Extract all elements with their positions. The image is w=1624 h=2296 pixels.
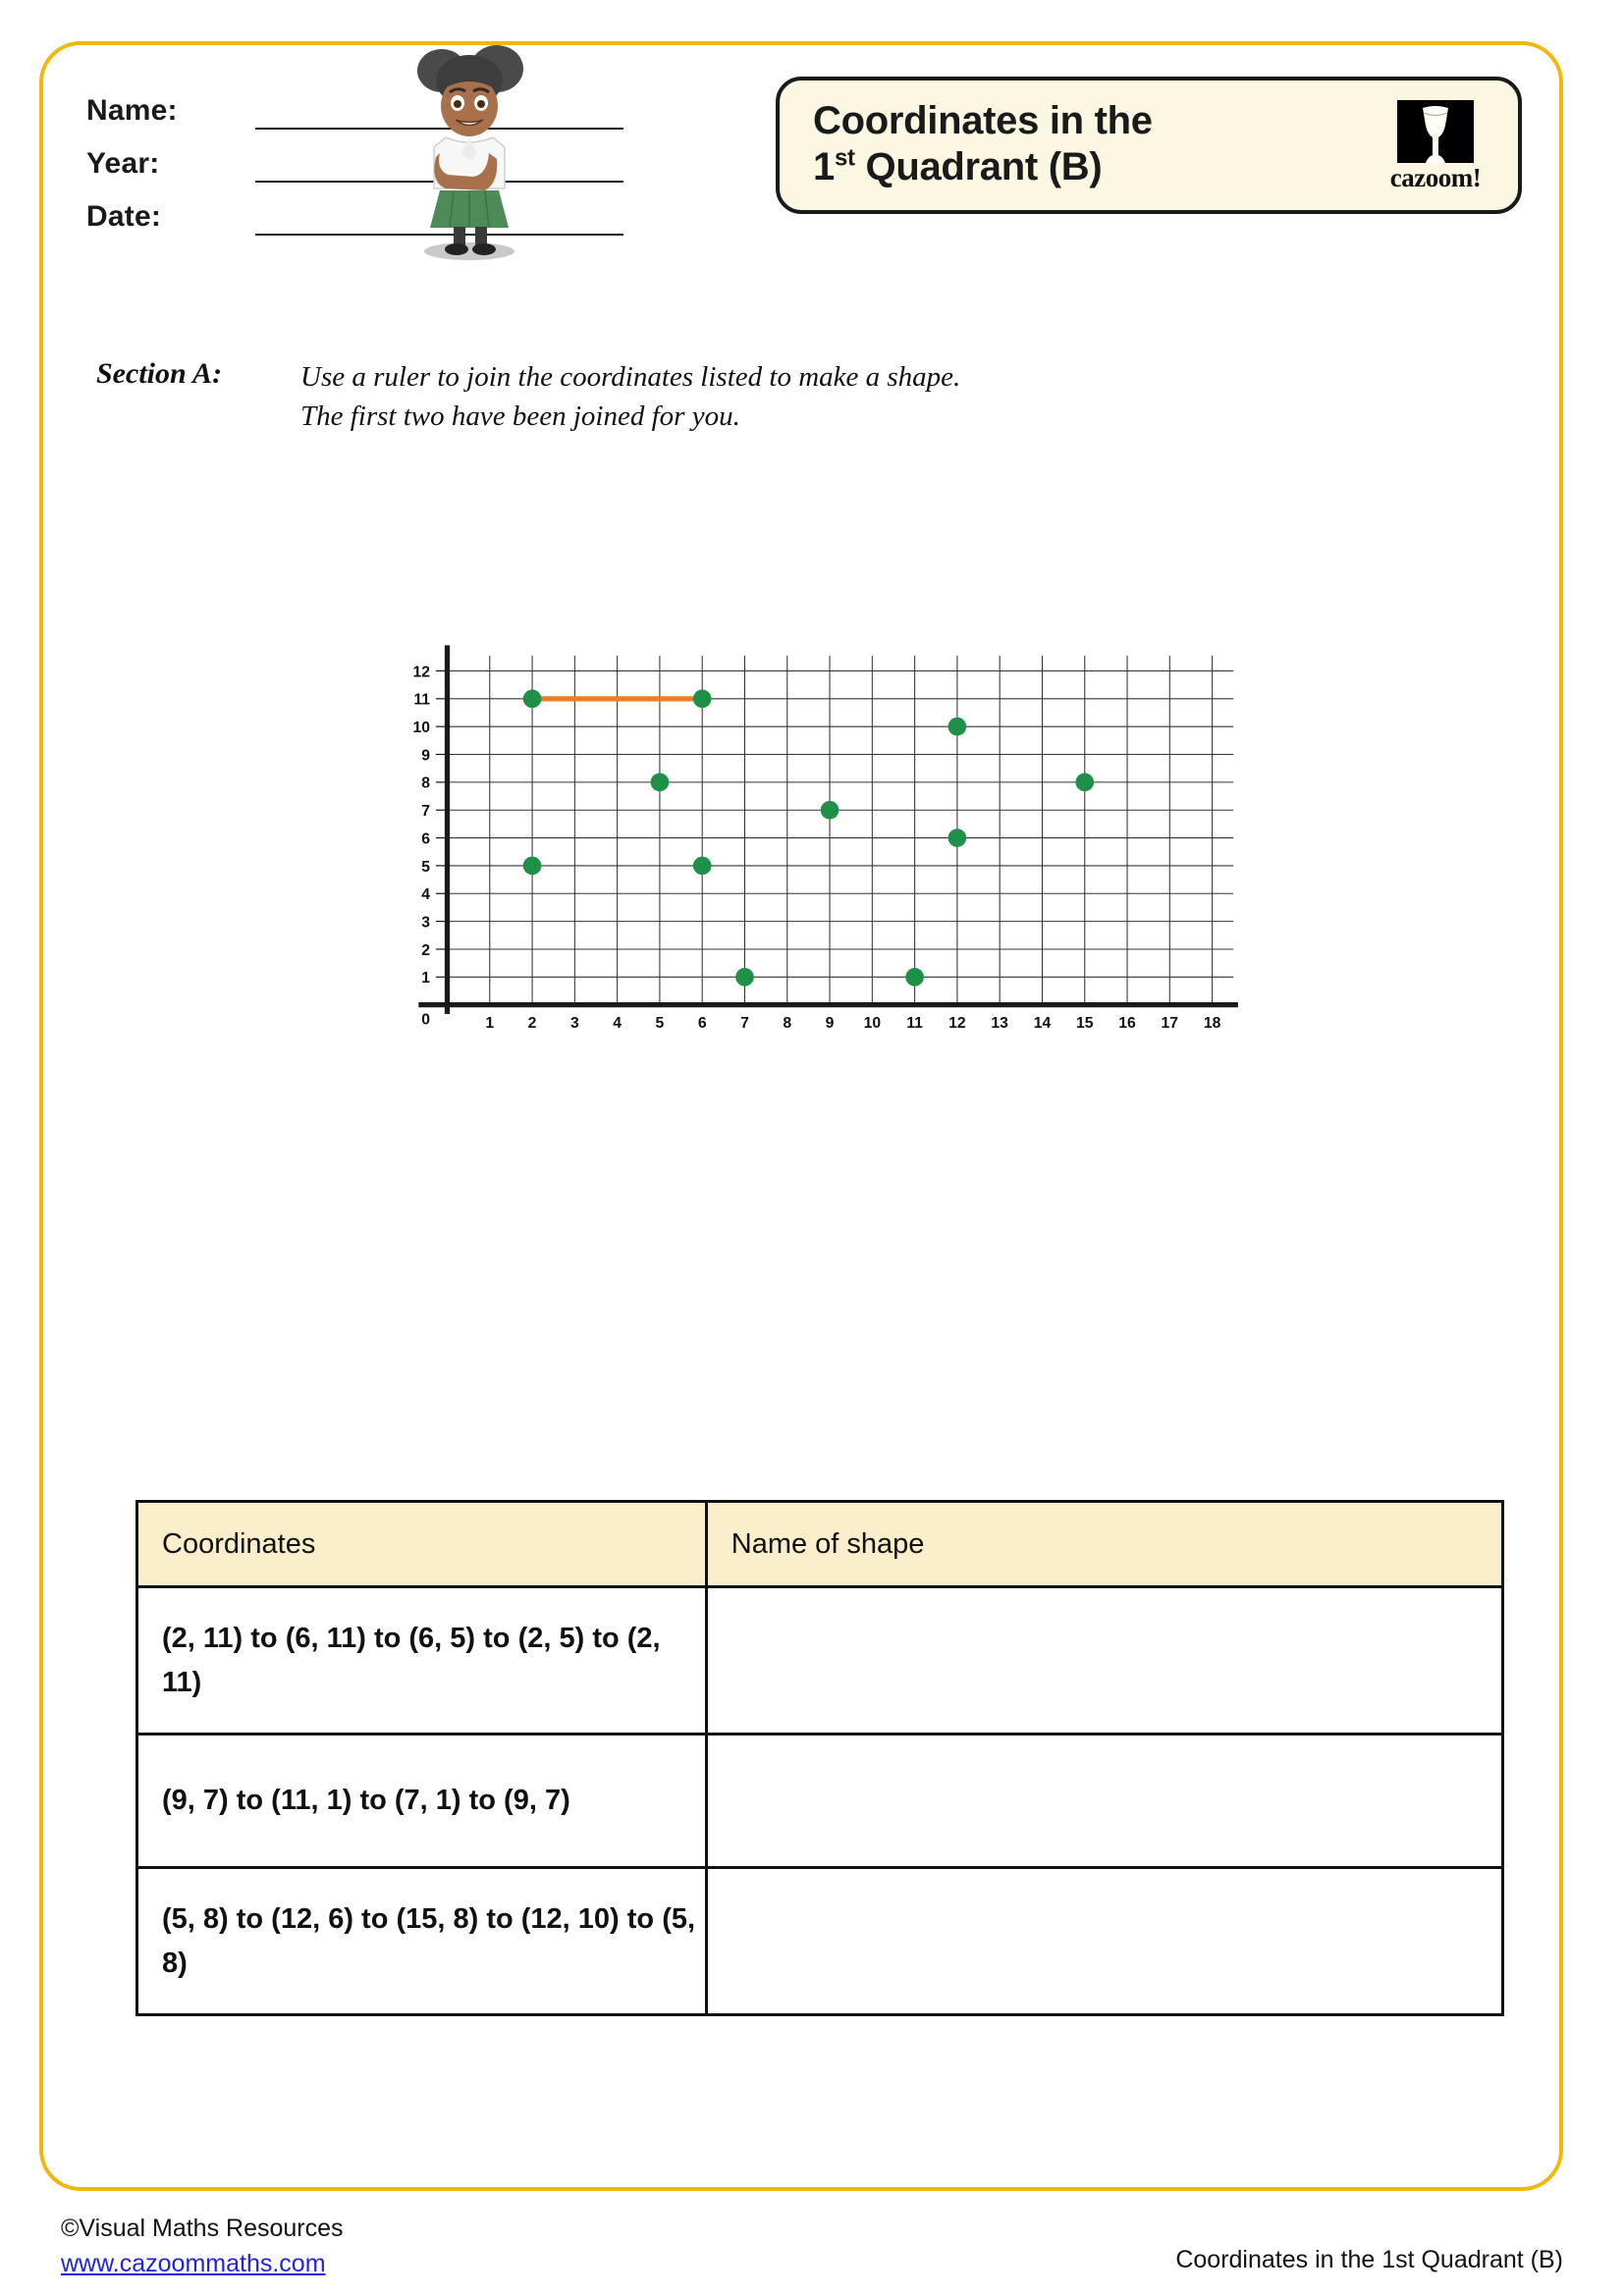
x-axis-tick-label: 3: [569, 1015, 579, 1032]
coordinates-cell-1: [137, 1587, 707, 1735]
x-axis-tick-label: 17: [1161, 1015, 1179, 1032]
plot-point: [693, 689, 712, 708]
table-header-name-of-shape-label: Name of shape: [731, 1527, 925, 1560]
coordinates-text-1: (2, 11) to (6, 11) to (6, 5) to (2, 5) to (2, 11): [162, 1623, 661, 1698]
plot-point: [948, 828, 967, 847]
coordinates-cell-3: [137, 1868, 707, 2015]
x-axis-tick-label: 5: [655, 1015, 665, 1032]
answer-cell-2[interactable]: [706, 1735, 1502, 1868]
footer-website-link[interactable]: www.cazoommaths.com: [61, 2250, 326, 2278]
table-row: [137, 1868, 1503, 2015]
x-axis-tick-label: 4: [613, 1015, 623, 1032]
x-axis-tick-label: 15: [1075, 1015, 1094, 1032]
title-line-2-number: 1: [813, 145, 835, 189]
section-a-label: Section A:: [96, 357, 223, 390]
y-axis-tick-label: 2: [421, 941, 430, 959]
x-axis-tick-label: 12: [948, 1015, 966, 1032]
plot-point: [693, 857, 712, 876]
y-axis-tick-label: 11: [413, 691, 430, 709]
y-axis-tick-label: 12: [412, 664, 430, 681]
section-a-text-line2: The first two have been joined for you.: [300, 400, 740, 433]
plot-point: [651, 774, 670, 792]
x-axis-tick-label: 14: [1033, 1015, 1052, 1032]
x-axis-tick-label: 11: [906, 1015, 923, 1032]
worksheet-title: [813, 98, 1363, 190]
shapes-table: [135, 1500, 1504, 2016]
y-axis-tick-label: 10: [412, 720, 430, 736]
plot-point: [948, 718, 967, 736]
y-axis-tick-label: 3: [421, 914, 430, 932]
section-a-text-line1: Use a ruler to join the coordinates listed to make a shape.: [300, 361, 961, 393]
plot-point: [905, 968, 924, 987]
plot-point: [523, 689, 542, 708]
x-axis-tick-label: 10: [863, 1015, 882, 1032]
x-axis-tick-label: 9: [825, 1015, 835, 1032]
student-mascot-illustration: [391, 47, 548, 263]
y-axis-tick-label: 9: [421, 747, 430, 765]
y-axis-tick-label: 7: [421, 803, 430, 821]
name-label: Name:: [86, 94, 178, 127]
title-line-2-ordinal: st: [834, 144, 855, 172]
table-header-name-of-shape: [706, 1502, 1502, 1587]
footer-sheet-title: Coordinates in the 1st Quadrant (B): [1175, 2246, 1563, 2273]
plot-point: [821, 801, 839, 820]
plot-point: [523, 857, 542, 876]
x-axis-tick-label: 8: [783, 1015, 792, 1032]
x-axis-tick-label: 7: [740, 1015, 749, 1032]
footer-left: [61, 2211, 344, 2282]
cazoom-wordmark: cazoom!: [1389, 163, 1482, 192]
table-row: [137, 1587, 1503, 1735]
x-axis-tick-label: 1: [485, 1015, 495, 1032]
table-header-coordinates: [137, 1502, 707, 1587]
plot-point: [735, 968, 754, 987]
answer-cell-1[interactable]: [706, 1587, 1502, 1735]
year-label: Year:: [86, 147, 160, 180]
plot-point: [1075, 774, 1094, 792]
coordinates-cell-2: [137, 1735, 707, 1868]
cazoom-logo: [1379, 100, 1492, 198]
y-axis-tick-label: 6: [421, 830, 430, 848]
table-header-row: [137, 1502, 1503, 1587]
title-line-2-rest: Quadrant (B): [854, 145, 1103, 189]
title-line-1: Coordinates in the: [813, 99, 1153, 142]
date-label: Date:: [86, 200, 162, 233]
x-axis-tick-label: 16: [1118, 1015, 1136, 1032]
cazoom-vase-icon: [1397, 100, 1474, 163]
x-axis-tick-label: 6: [697, 1015, 707, 1032]
origin-label: 0: [421, 1011, 430, 1029]
section-a-text: [300, 357, 960, 436]
worksheet-title-box: [776, 77, 1522, 214]
y-axis-tick-label: 1: [421, 970, 430, 988]
coordinates-text-2: (9, 7) to (11, 1) to (7, 1) to (9, 7): [162, 1785, 570, 1817]
x-axis-tick-label: 2: [527, 1015, 537, 1032]
table-header-coordinates-label: Coordinates: [162, 1527, 316, 1560]
footer-copyright: ©Visual Maths Resources: [61, 2215, 344, 2242]
coordinates-text-3: (5, 8) to (12, 6) to (15, 8) to (12, 10) to (5, 8): [162, 1903, 696, 1979]
y-axis-tick-label: 8: [421, 774, 430, 792]
answer-cell-3[interactable]: [706, 1868, 1502, 2015]
x-axis-tick-label: 13: [991, 1015, 1008, 1032]
x-axis-tick-label: 18: [1203, 1015, 1221, 1032]
table-row: [137, 1735, 1503, 1868]
y-axis-tick-label: 4: [421, 886, 430, 904]
y-axis-tick-label: 5: [421, 858, 430, 876]
coordinate-grid[interactable]: [79, 471, 1551, 1032]
